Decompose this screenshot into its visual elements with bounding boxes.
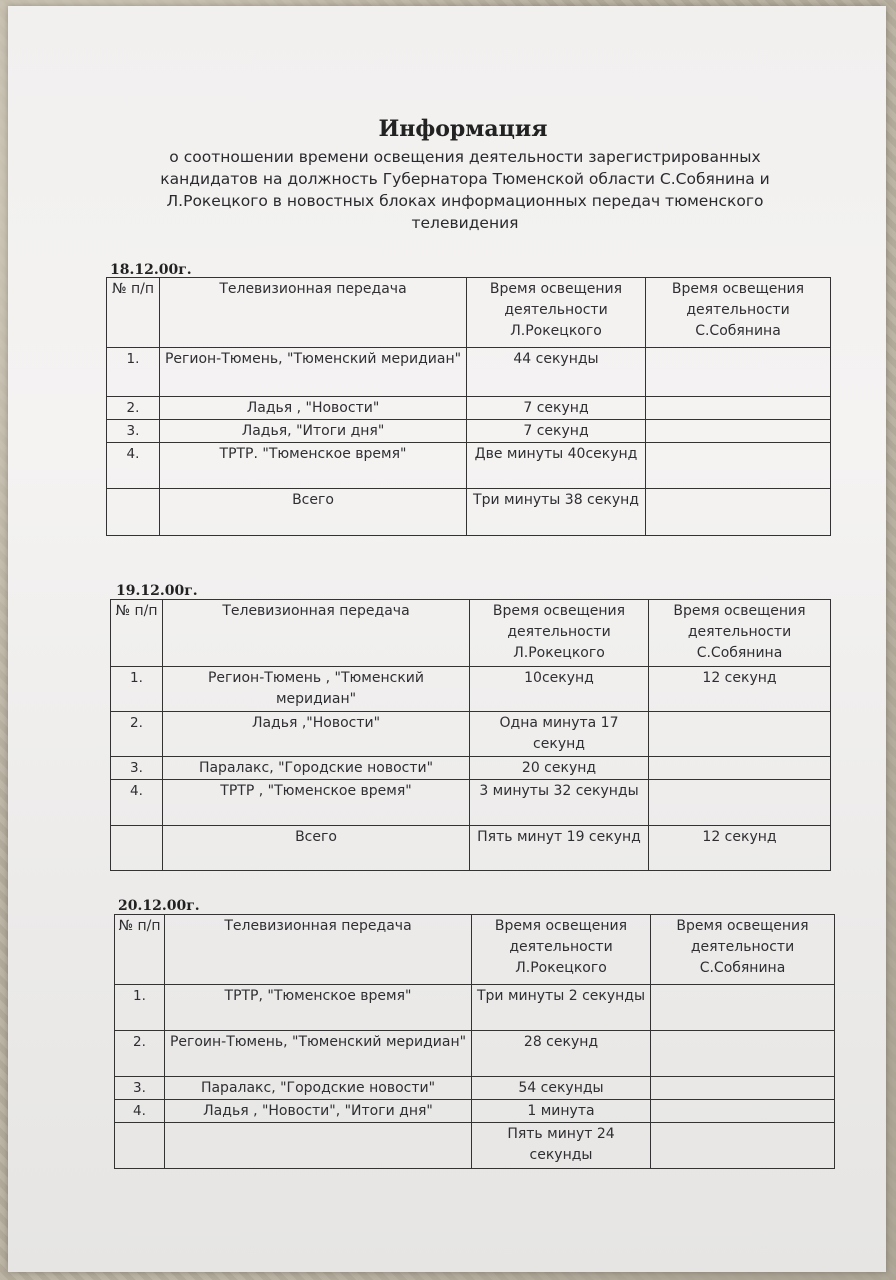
- row-number: [107, 489, 160, 536]
- row-program: Регион-Тюмень , "Тюменский меридиан": [163, 667, 470, 712]
- table-total-row: [107, 489, 831, 536]
- row-rokecky-time: 1 минута: [472, 1100, 651, 1123]
- header-program: Телевизионная передача: [165, 915, 472, 985]
- row-program: Ладья, "Итоги дня": [160, 420, 467, 443]
- row-sobyanin-time: [651, 1123, 835, 1169]
- row-rokecky-time: 20 секунд: [470, 757, 649, 780]
- table-row: [107, 348, 831, 397]
- table-row: [107, 397, 831, 420]
- row-number: 2.: [111, 712, 163, 757]
- header-rokecky-time: Время освещения деятельности Л.Рокецкого: [467, 278, 646, 348]
- table-row: [115, 1100, 835, 1123]
- header-sobyanin-time: Время освещения деятельности С.Собянина: [646, 278, 831, 348]
- row-rokecky-time: Пять минут 24 секунды: [472, 1123, 651, 1169]
- table-row: [115, 985, 835, 1031]
- row-sobyanin-time: [651, 985, 835, 1031]
- row-program: Паралакс, "Городские новости": [163, 757, 470, 780]
- table-date-19: 19.12.00г.: [116, 583, 198, 599]
- row-program: Ладья ,"Новости": [163, 712, 470, 757]
- row-number: 2.: [107, 397, 160, 420]
- row-number: 4.: [111, 780, 163, 826]
- table-row: [107, 443, 831, 489]
- row-sobyanin-time: [646, 348, 831, 397]
- row-number: [111, 826, 163, 871]
- row-sobyanin-time: [651, 1031, 835, 1077]
- row-sobyanin-time: [646, 489, 831, 536]
- table-row: [111, 757, 831, 780]
- header-number: № п/п: [107, 278, 160, 348]
- row-number: 3.: [115, 1077, 165, 1100]
- row-sobyanin-time: [649, 757, 831, 780]
- table-date-20: 20.12.00г.: [118, 898, 200, 914]
- row-program: Паралакс, "Городские новости": [165, 1077, 472, 1100]
- header-number: № п/п: [115, 915, 165, 985]
- table-header-row: [107, 278, 831, 348]
- row-sobyanin-time: [649, 780, 831, 826]
- row-number: 1.: [115, 985, 165, 1031]
- table-row: [107, 420, 831, 443]
- header-program: Телевизионная передача: [163, 600, 470, 667]
- row-rokecky-time: 44 секунды: [467, 348, 646, 397]
- row-program: Всего: [160, 489, 467, 536]
- table-row: [111, 780, 831, 826]
- row-sobyanin-time: 12 секунд: [649, 826, 831, 871]
- row-number: 2.: [115, 1031, 165, 1077]
- row-sobyanin-time: [651, 1077, 835, 1100]
- row-rokecky-time: 10секунд: [470, 667, 649, 712]
- row-number: 3.: [107, 420, 160, 443]
- row-rokecky-time: 54 секунды: [472, 1077, 651, 1100]
- table-row: [115, 1077, 835, 1100]
- table-date-18: 18.12.00г.: [110, 262, 192, 278]
- broadcast-table-20: [114, 914, 835, 1169]
- row-program: Ладья , "Новости", "Итоги дня": [165, 1100, 472, 1123]
- row-rokecky-time: Пять минут 19 секунд: [470, 826, 649, 871]
- row-rokecky-time: 7 секунд: [467, 397, 646, 420]
- table-row: [111, 712, 831, 757]
- row-number: 1.: [111, 667, 163, 712]
- row-number: 4.: [107, 443, 160, 489]
- header-program: Телевизионная передача: [160, 278, 467, 348]
- row-number: 3.: [111, 757, 163, 780]
- row-program: Регоин-Тюмень, "Тюменский меридиан": [165, 1031, 472, 1077]
- row-sobyanin-time: [646, 397, 831, 420]
- row-sobyanin-time: [646, 443, 831, 489]
- row-sobyanin-time: [646, 420, 831, 443]
- table-row: [111, 667, 831, 712]
- broadcast-table-19: [110, 599, 831, 871]
- row-program: [165, 1123, 472, 1169]
- row-number: [115, 1123, 165, 1169]
- table-row: [115, 1031, 835, 1077]
- broadcast-table-18: [106, 277, 831, 536]
- header-rokecky-time: Время освещения деятельности Л.Рокецкого: [472, 915, 651, 985]
- table-total-row: [111, 826, 831, 871]
- document-title: Информация: [378, 116, 548, 142]
- table-total-row: [115, 1123, 835, 1169]
- header-sobyanin-time: Время освещения деятельности С.Собянина: [649, 600, 831, 667]
- row-program: ТРТР, "Тюменское время": [165, 985, 472, 1031]
- row-rokecky-time: 28 секунд: [472, 1031, 651, 1077]
- row-rokecky-time: Три минуты 2 секунды: [472, 985, 651, 1031]
- row-rokecky-time: Одна минута 17 секунд: [470, 712, 649, 757]
- row-rokecky-time: Три минуты 38 секунд: [467, 489, 646, 536]
- row-rokecky-time: 3 минуты 32 секунды: [470, 780, 649, 826]
- table-header-row: [111, 600, 831, 667]
- row-sobyanin-time: 12 секунд: [649, 667, 831, 712]
- row-program: Ладья , "Новости": [160, 397, 467, 420]
- row-rokecky-time: 7 секунд: [467, 420, 646, 443]
- header-number: № п/п: [111, 600, 163, 667]
- header-rokecky-time: Время освещения деятельности Л.Рокецкого: [470, 600, 649, 667]
- row-program: Всего: [163, 826, 470, 871]
- row-sobyanin-time: [649, 712, 831, 757]
- row-number: 4.: [115, 1100, 165, 1123]
- row-sobyanin-time: [651, 1100, 835, 1123]
- row-program: ТРТР , "Тюменское время": [163, 780, 470, 826]
- row-rokecky-time: Две минуты 40секунд: [467, 443, 646, 489]
- header-sobyanin-time: Время освещения деятельности С.Собянина: [651, 915, 835, 985]
- document-subtitle: о соотношении времени освещения деятельности зарегистрированных кандидатов на должность Губернатора Тюменской области С.Собянина и Л.Рокецкого в новостных блоках информационных передач тюменского телевидения: [160, 148, 770, 232]
- row-program: ТРТР. "Тюменское время": [160, 443, 467, 489]
- row-program: Регион-Тюмень, "Тюменский меридиан": [160, 348, 467, 397]
- table-header-row: [115, 915, 835, 985]
- row-number: 1.: [107, 348, 160, 397]
